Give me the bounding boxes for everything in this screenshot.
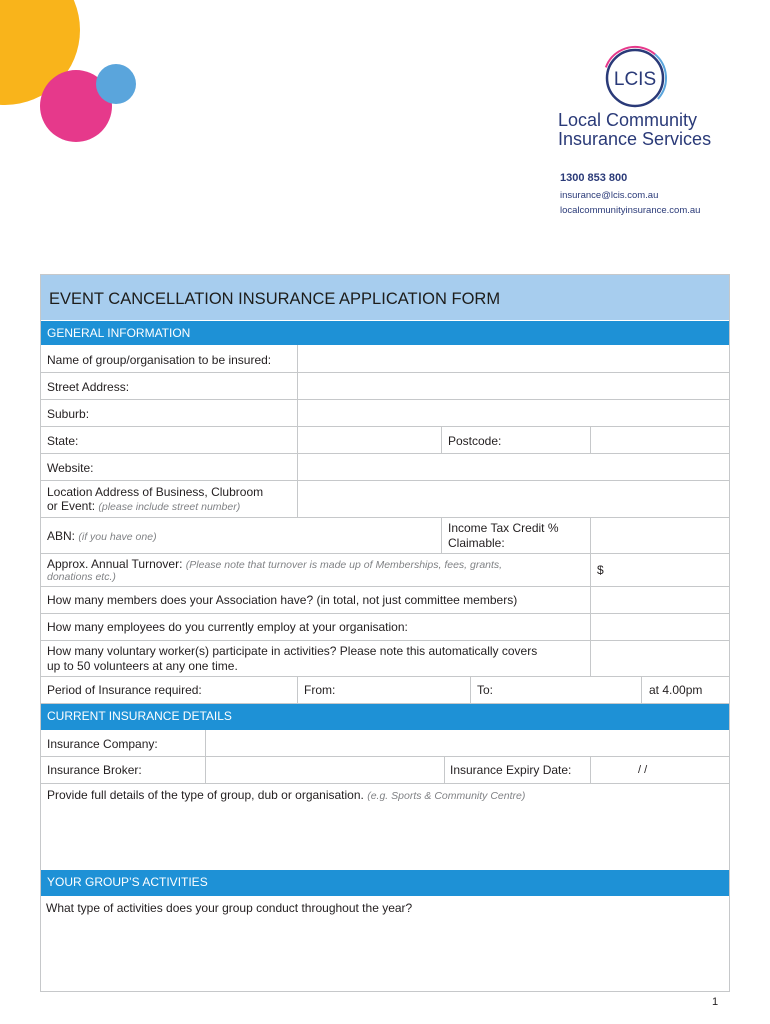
contact-email[interactable]: insurance@lcis.com.au [560, 190, 659, 201]
form-title-bar [41, 275, 729, 320]
section-header-current [41, 704, 729, 730]
suburb-label: Suburb: [47, 407, 90, 421]
application-form [40, 274, 730, 992]
page-number: 1 [712, 996, 719, 1008]
group-name-label: Name of group/organisation to be insured: [47, 353, 272, 367]
to-label: To: [477, 683, 494, 697]
insurance-company-input[interactable] [206, 731, 729, 756]
details-hint: (e.g. Sports & Community Centre) [367, 790, 526, 802]
logo-text: LCIS [613, 69, 657, 90]
turnover-label-row [47, 557, 502, 572]
volunteers-count-input[interactable] [591, 641, 729, 676]
location-hint: (please include street number) [98, 501, 241, 513]
period-to-input[interactable] [493, 677, 641, 703]
form-title: EVENT CANCELLATION INSURANCE APPLICATION FORM [49, 290, 501, 308]
from-label: From: [304, 683, 336, 697]
tax-credit-label-line2: Claimable: [448, 536, 505, 550]
postcode-label: Postcode: [448, 434, 502, 448]
abn-input[interactable] [298, 518, 441, 553]
turnover-input[interactable] [591, 554, 729, 586]
group-name-input[interactable] [298, 346, 729, 372]
decorative-blue-circle [96, 64, 136, 104]
tax-credit-input[interactable] [591, 518, 729, 553]
volunteers-question-line1: How many voluntary worker(s) participate in activities? Please note this automatically covers [47, 644, 538, 658]
expiry-date-separators: / / [638, 764, 648, 776]
state-label: State: [47, 434, 79, 448]
expiry-date-label: Insurance Expiry Date: [450, 763, 572, 777]
employees-question: How many employees do you currently employ at your organisation: [47, 620, 408, 634]
postcode-input[interactable] [591, 427, 729, 453]
insurance-company-label: Insurance Company: [47, 737, 158, 751]
period-from-input[interactable] [331, 677, 470, 703]
contact-phone: 1300 853 800 [560, 172, 628, 184]
details-label: Provide full details of the type of group, dub or organisation. [47, 788, 364, 802]
lcis-logo [602, 45, 668, 111]
brand-name-line1: Local Community [558, 110, 698, 130]
suburb-input[interactable] [298, 400, 729, 426]
expiry-date-input[interactable] [591, 757, 729, 783]
street-address-input[interactable] [298, 373, 729, 399]
volunteers-question-line2: up to 50 volunteers at any one time. [47, 659, 238, 673]
street-address-label: Street Address: [47, 380, 130, 394]
location-label-line1: Location Address of Business, Clubroom [47, 485, 264, 499]
section-title-current: CURRENT INSURANCE DETAILS [47, 709, 232, 723]
activities-textarea[interactable] [41, 917, 729, 989]
state-input[interactable] [298, 427, 441, 453]
section-header-activities [41, 870, 729, 896]
insurance-broker-label: Insurance Broker: [47, 763, 142, 777]
abn-hint: (if you have one) [78, 531, 157, 543]
period-label: Period of Insurance required: [47, 683, 202, 697]
location-label-line2 [47, 499, 240, 514]
location-label-text: or Event: [47, 499, 96, 513]
time-label: at 4.00pm [649, 683, 703, 697]
abn-label-row [47, 529, 157, 544]
activities-question: What type of activities does your group conduct throughout the year? [46, 901, 413, 915]
turnover-hint-line1: (Please note that turnover is made up of Memberships, fees, grants, [185, 559, 503, 571]
tax-credit-label-line1: Income Tax Credit % [448, 521, 559, 535]
section-header-general [41, 321, 729, 345]
brand-name-line2: Insurance Services [558, 129, 712, 149]
website-input[interactable] [298, 454, 729, 480]
insurance-broker-input[interactable] [206, 757, 444, 783]
members-question: How many members does your Association have? (in total, not just committee members) [47, 593, 518, 607]
contact-website[interactable]: localcommunityinsurance.com.au [560, 205, 701, 216]
website-label: Website: [47, 461, 94, 475]
members-count-input[interactable] [591, 587, 729, 613]
abn-label: ABN: [47, 529, 76, 543]
section-title-activities: YOUR GROUP’S ACTIVITIES [47, 875, 208, 889]
section-title-general: GENERAL INFORMATION [47, 326, 191, 340]
location-address-input[interactable] [298, 481, 729, 517]
group-details-textarea[interactable] [41, 805, 729, 869]
details-label-row [47, 788, 525, 803]
currency-symbol: $ [597, 563, 604, 577]
employees-count-input[interactable] [591, 614, 729, 640]
turnover-hint-line2: donations etc.) [47, 571, 116, 583]
turnover-label: Approx. Annual Turnover: [47, 557, 183, 571]
